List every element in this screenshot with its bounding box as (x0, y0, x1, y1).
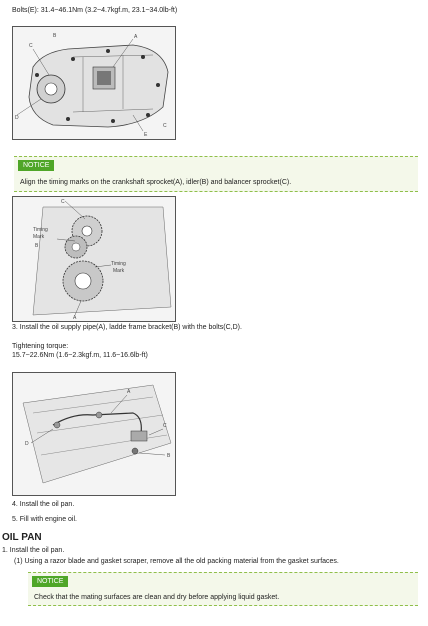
step-4-text: 4. Install the oil pan. (12, 501, 75, 508)
fig3-label-a: A (127, 389, 131, 395)
notice-box-1 (14, 156, 418, 192)
torque-label: Tightening torque: (12, 343, 69, 350)
fig2-label-a: A (73, 315, 77, 321)
fig1-label-c2: C (163, 123, 167, 129)
fig2-label-b: B (35, 243, 39, 249)
fig3-label-b: B (167, 453, 171, 459)
step-5-text: 5. Fill with engine oil. (12, 516, 77, 523)
fig1-label-b: B (53, 33, 57, 39)
bolt-torque-spec: Bolts(E): 31.4~46.1Nm (3.2~4.7kgf.m, 23.1~34.0lb-ft) (12, 7, 178, 14)
fig2-label-timing-2: Timing (111, 261, 126, 267)
oil-pan-step-1-sub: (1) Using a razor blade and gasket scraper, remove all the old packing material from the gasket surfaces. (14, 558, 339, 565)
fig1-label-e: E (144, 132, 148, 138)
oil-pan-step-1: 1. Install the oil pan. (2, 547, 65, 554)
fig2-label-c: C (61, 199, 65, 205)
fig2-label-timing-1: Timing (33, 227, 48, 233)
fig3-label-d: D (25, 441, 29, 447)
torque-value: 15.7~22.6Nm (1.6~2.3kgf.m, 11.6~16.6lb-ft) (12, 352, 148, 359)
fig2-label-mark-1: Mark (33, 234, 45, 240)
notice-box-2 (28, 572, 418, 606)
fig2-label-mark-2: Mark (113, 268, 125, 274)
section-title-oil-pan: OIL PAN (2, 532, 42, 543)
oil-supply-pipe-figure (12, 372, 176, 496)
fig1-label-c: C (29, 43, 33, 49)
fig1-label-a: A (134, 34, 138, 40)
notice-tag-2: NOTICE (32, 576, 68, 587)
step-3-text: 3. Install the oil supply pipe(A), ladde frame bracket(B) with the bolts(C,D). (12, 324, 242, 331)
notice-text-1: Align the timing marks on the crankshaft sprocket(A), idler(B) and balancer sprocket(C). (20, 179, 292, 186)
notice-tag-1: NOTICE (18, 160, 54, 171)
notice-text-2: Check that the mating surfaces are clean and dry before applying liquid gasket. (34, 594, 280, 601)
fig3-label-c: C (163, 423, 167, 429)
engine-figure-1 (12, 26, 176, 140)
timing-marks-figure (12, 196, 176, 322)
fig1-label-d: D (15, 115, 19, 121)
